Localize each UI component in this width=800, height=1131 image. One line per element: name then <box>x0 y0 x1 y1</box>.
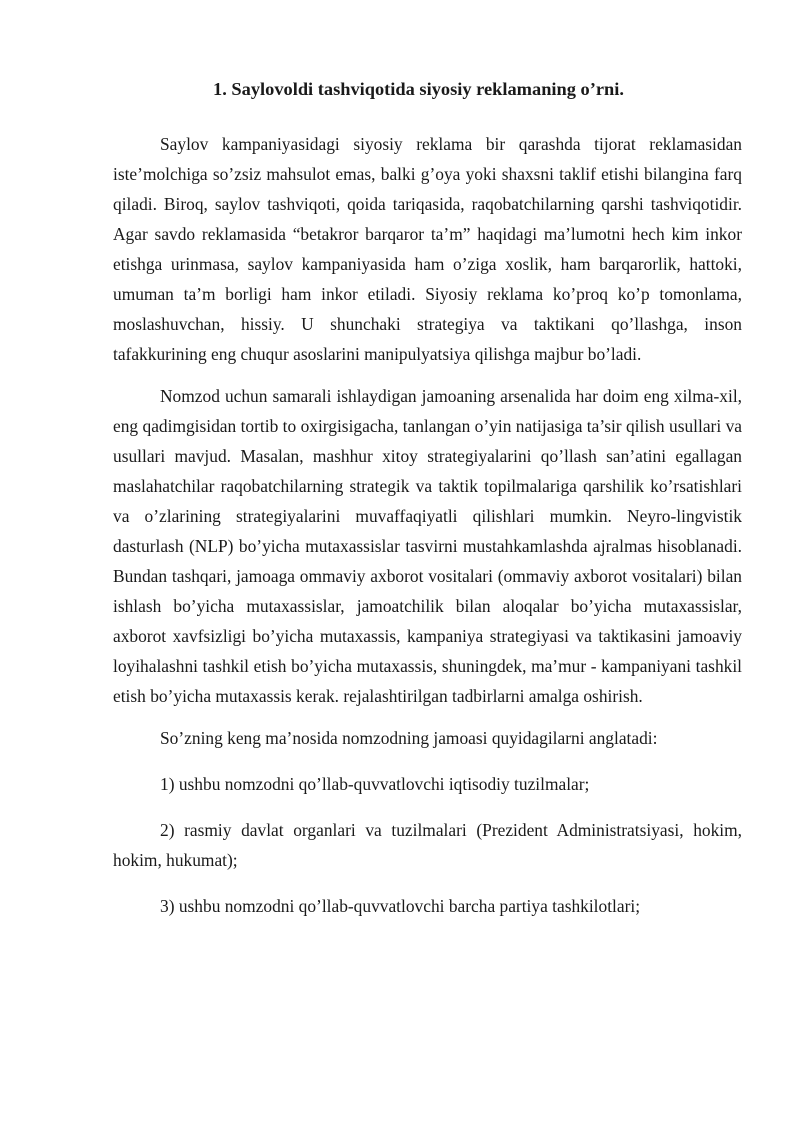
paragraph-2: Nomzod uchun samarali ishlaydigan jamoaning arsenalida har doim eng xilma-xil, eng qadimgisidan tortib to oxirgisigacha, tanlangan o’yin natijasiga ta’sir qilish usullari va usullari mavjud. Masalan, mashhur xitoy strategiyalarini qo’llash san’atini egallagan maslahatchilar raqobatchilarning strategik va taktik topilmalariga qarshilik ko’rsatishlari va o’zlarining strategiyalarini muvaffaqiyatli qilishlari mumkin. Neyro-lingvistik dasturlash (NLP) bo’yicha mutaxassislar tasvirni mustahkamlashda ajralmas hisoblanadi. Bundan tashqari, jamoaga ommaviy axborot vositalari (ommaviy axborot vositalari) bilan ishlash bo’yicha mutaxassislar, jamoatchilik bilan aloqalar bo’yicha mutaxassislar, axborot xavfsizligi bo’yicha mutaxassis, kampaniya strategiyasi va taktikasini jamoaviy loyihalashni tashkil etish bo’yicha mutaxassis, shuningdek, ma’mur - kampaniyani tashkil etish bo’yicha mutaxassis kerak. rejalashtirilgan tadbirlarni amalga oshirish. <box>113 386 742 706</box>
page-title: 1. Saylovoldi tashviqotida siyosiy reklamaning o’rni. <box>213 79 624 99</box>
list-item-1: 1) ushbu nomzodni qo’llab-quvvatlovchi iqtisodiy tuzilmalar; <box>160 774 590 794</box>
list-item-2: 2) rasmiy davlat organlari va tuzilmalari (Prezident Administratsiyasi, hokim, hokim, hukumat); <box>113 820 742 870</box>
paragraph-1: Saylov kampaniyasidagi siyosiy reklama bir qarashda tijorat reklamasidan iste’molchiga so’zsiz mahsulot emas, balki g’oya yoki shaxsni taklif etishi bilangina farq qiladi. Biroq, saylov tashviqoti, qoida tariqasida, raqobatchilarning qarshi tashviqotidir. Agar savdo reklamasida “betakror barqaror ta’m” haqidagi ma’lumotni hech kim inkor etishga urinmasa, saylov kampaniyasida ham o’ziga xoslik, ham barqarorlik, hattoki, umuman ta’m borligi ham inkor etiladi. Siyosiy reklama ko’proq ko’p tomonlama, moslashuvchan, hissiy. U shunchaki strategiya va taktikani qo’llashga, inson tafakkurining eng chuqur asoslarini manipulyatsiya qilishga majbur bo’ladi. <box>113 134 742 364</box>
paragraph-3: So’zning keng ma’nosida nomzodning jamoasi quyidagilarni anglatadi: <box>160 728 658 748</box>
list-item-3: 3) ushbu nomzodni qo’llab-quvvatlovchi barcha partiya tashkilotlari; <box>160 896 641 916</box>
